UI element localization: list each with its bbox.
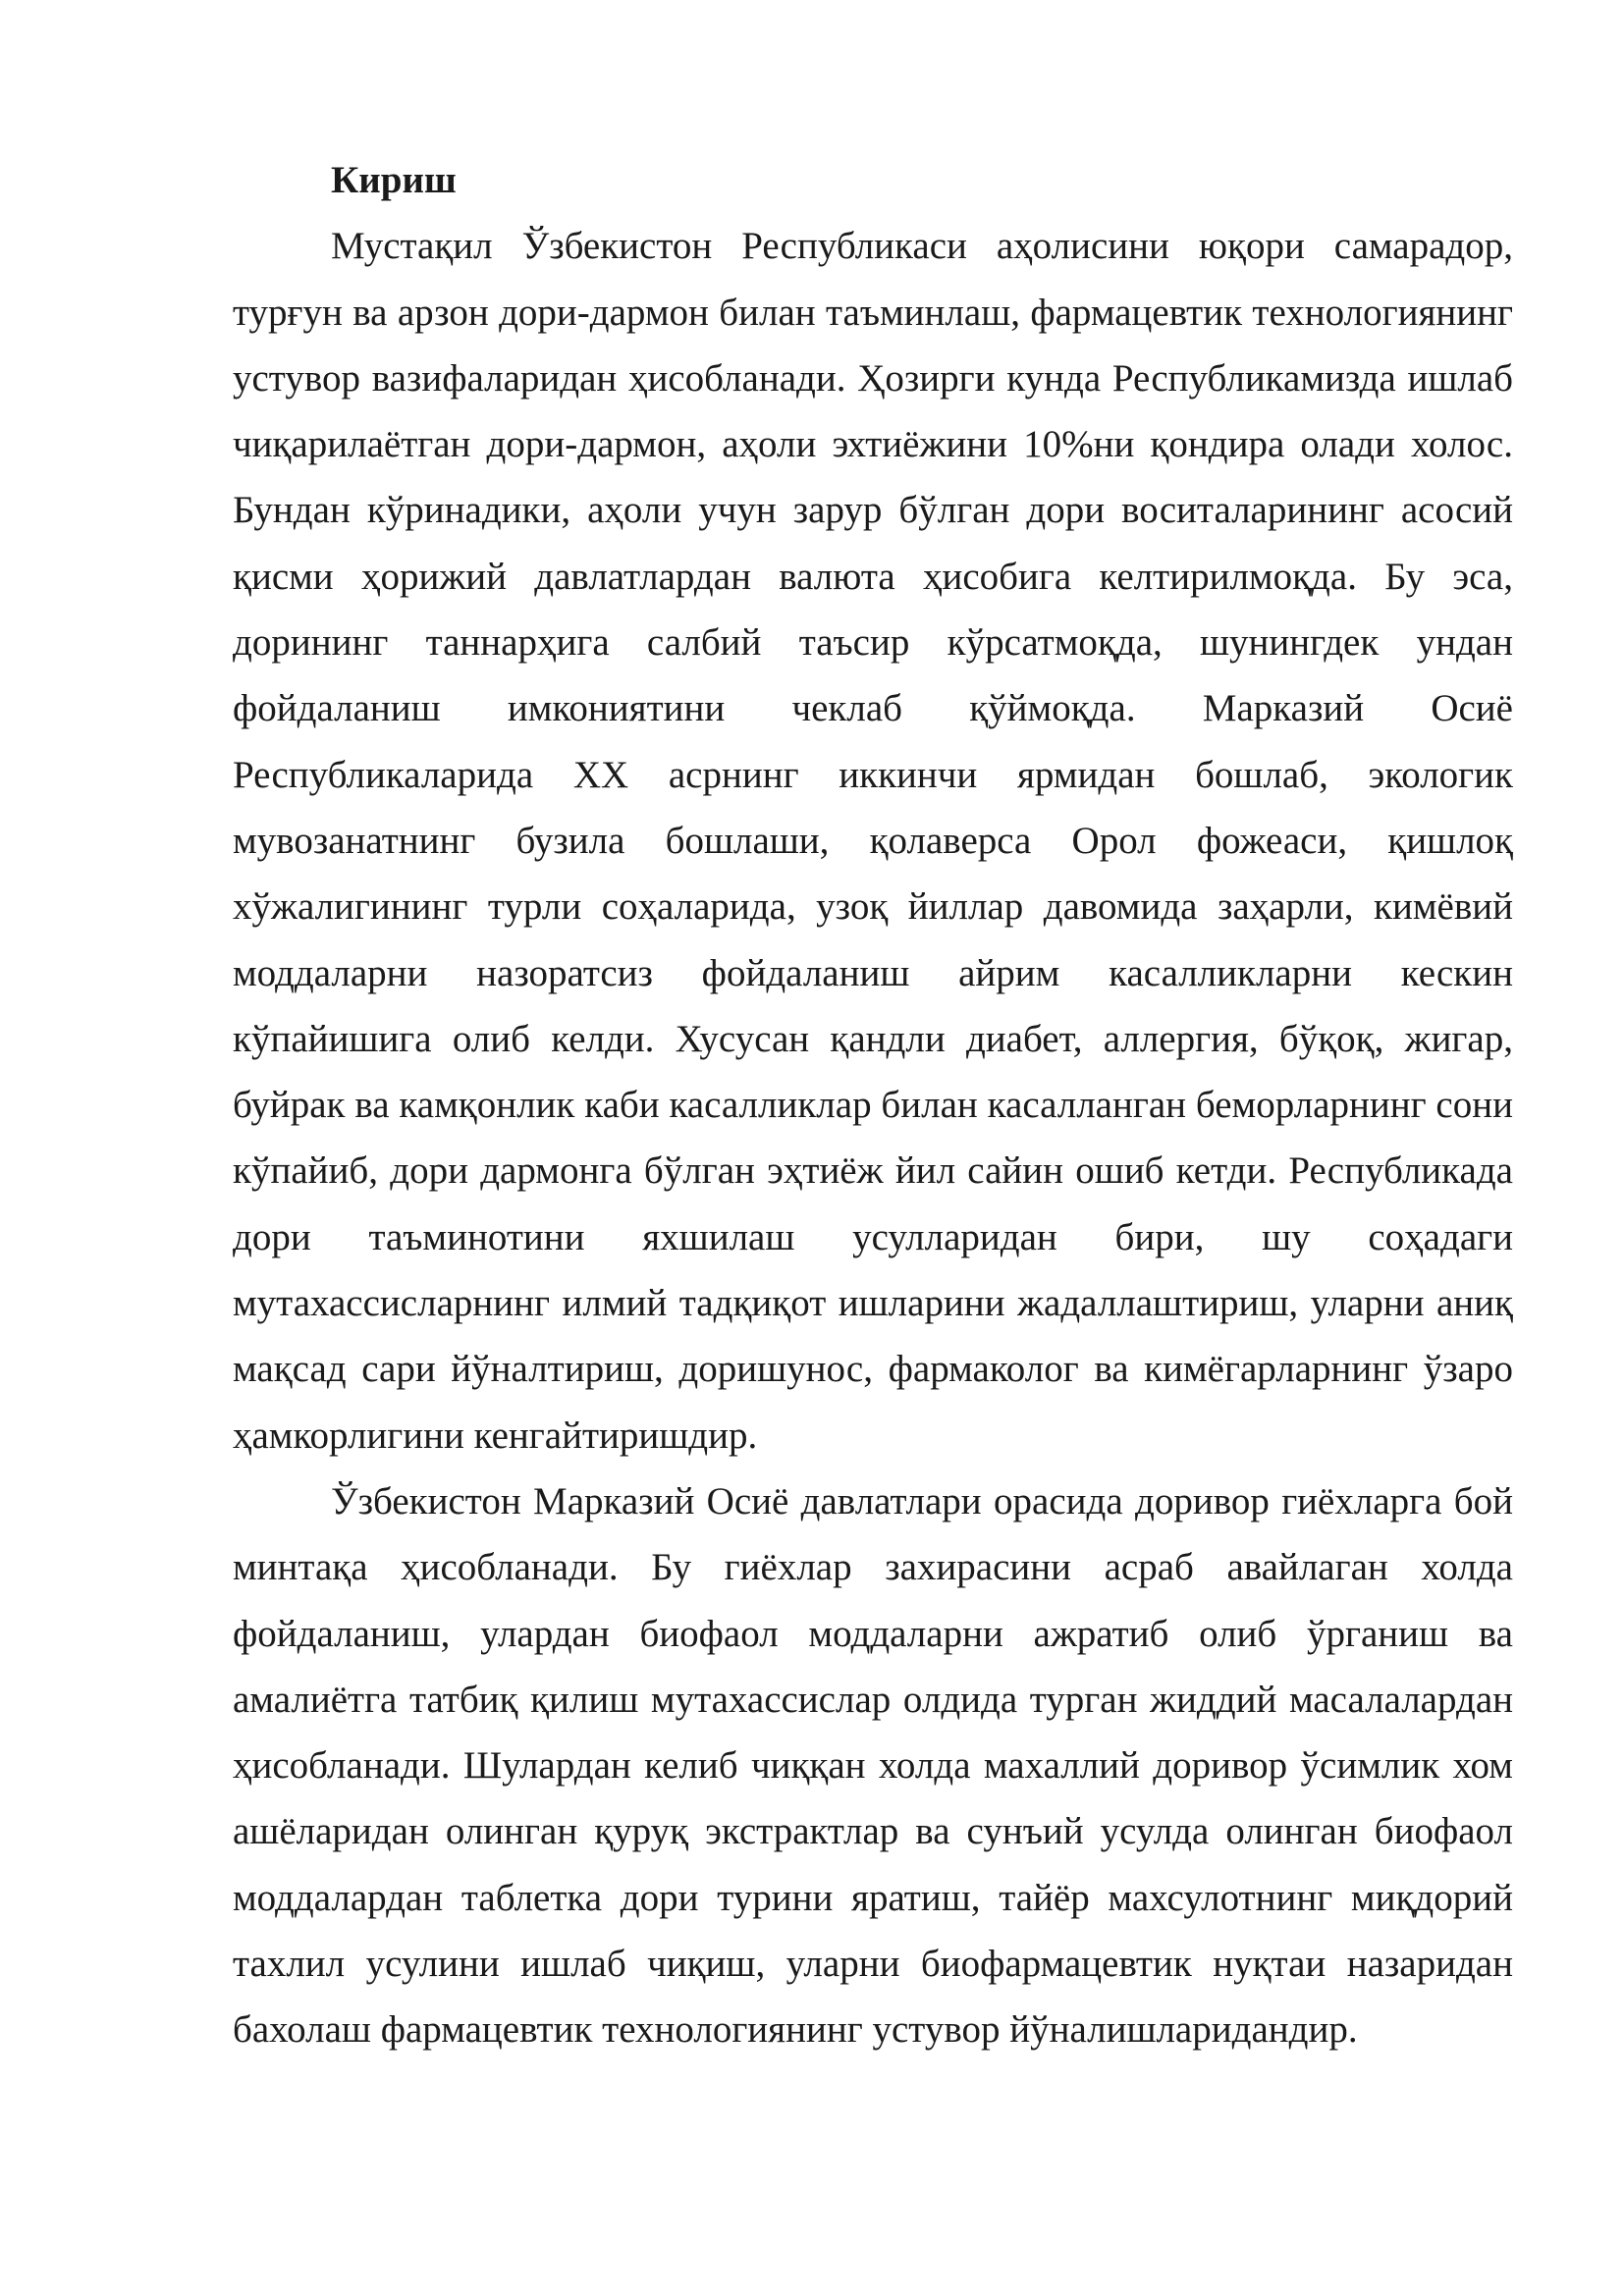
paragraph-medicinal-plants: Ўзбекистон Марказий Осиё давлатлари орасида доривор гиёхларга бой минтақа ҳисобланади. Бу гиёхлар захирасини асраб авайлаган холда фойдаланиш, улардан биофаол моддаларни ажратиб олиб ўрганиш ва амалиётга татбиқ қилиш мутахассислар олдида турган жиддий масалалардан ҳисобланади. Шулардан келиб чиққан холда махаллий доривор ўсимлик хом ашёларидан олинган қуруқ экстрактлар ва сунъий усулда олинган биофаол моддалардан таблетка дори турини яратиш, тайёр махсулотнинг миқдорий тахлил усулини ишлаб чиқиш, уларни биофармацевтик нуқтаи назаридан бахолаш фармацевтик технологиянинг устувор йўналишларидандир. [233,1479,1513,2052]
paragraph-introduction: Мустақил Ўзбекистон Республикаси аҳолисини юқори самарадор, турғун ва арзон дори-дармон билан таъминлаш, фармацевтик технологиянинг устувор вазифаларидан ҳисобланади. Ҳозирги кунда Республикамизда ишлаб чиқарилаётган дори-дармон, аҳоли эхтиёжини 10%ни қондира олади холос. Бундан кўринадики, аҳоли учун зарур бўлган дори воситаларининг асосий қисми ҳорижий давлатлардан валюта ҳисобига келтирилмоқда. Бу эса, дорининг таннарҳига салбий таъсир кўрсатмоқда, шунингдек ундан фойдаланиш имкониятини чеклаб қўймоқда. Марказий Осиё Республикаларида XX асрнинг иккинчи ярмидан бошлаб, экологик мувозанатнинг бузила бошлаши, қолаверса Орол фожеаси, қишлоқ хўжалигининг турли соҳаларида, узоқ йиллар давомида заҳарли, кимёвий моддаларни назоратсиз фойдаланиш айрим касалликларни кескин кўпайишига олиб келди. Хусусан қандли диабет, аллергия, бўқоқ, жигар, буйрак ва камқонлик каби касалликлар билан касалланган беморларнинг сони кўпайиб, дори дармонга бўлган эҳтиёж йил сайин ошиб кетди. Республикада дори таъминотини яхшилаш усулларидан бири, шу соҳадаги мутахассисларнинг илмий тадқиқот ишларини жадаллаштириш, уларни аниқ мақсад сари йўналтириш, доришунос, фармаколог ва кимёгарларнинг ўзаро ҳамкорлигини кенгайтиришдир. [233,225,1513,1457]
document-body [233,147,1513,2063]
section-heading: Кириш [331,159,457,201]
